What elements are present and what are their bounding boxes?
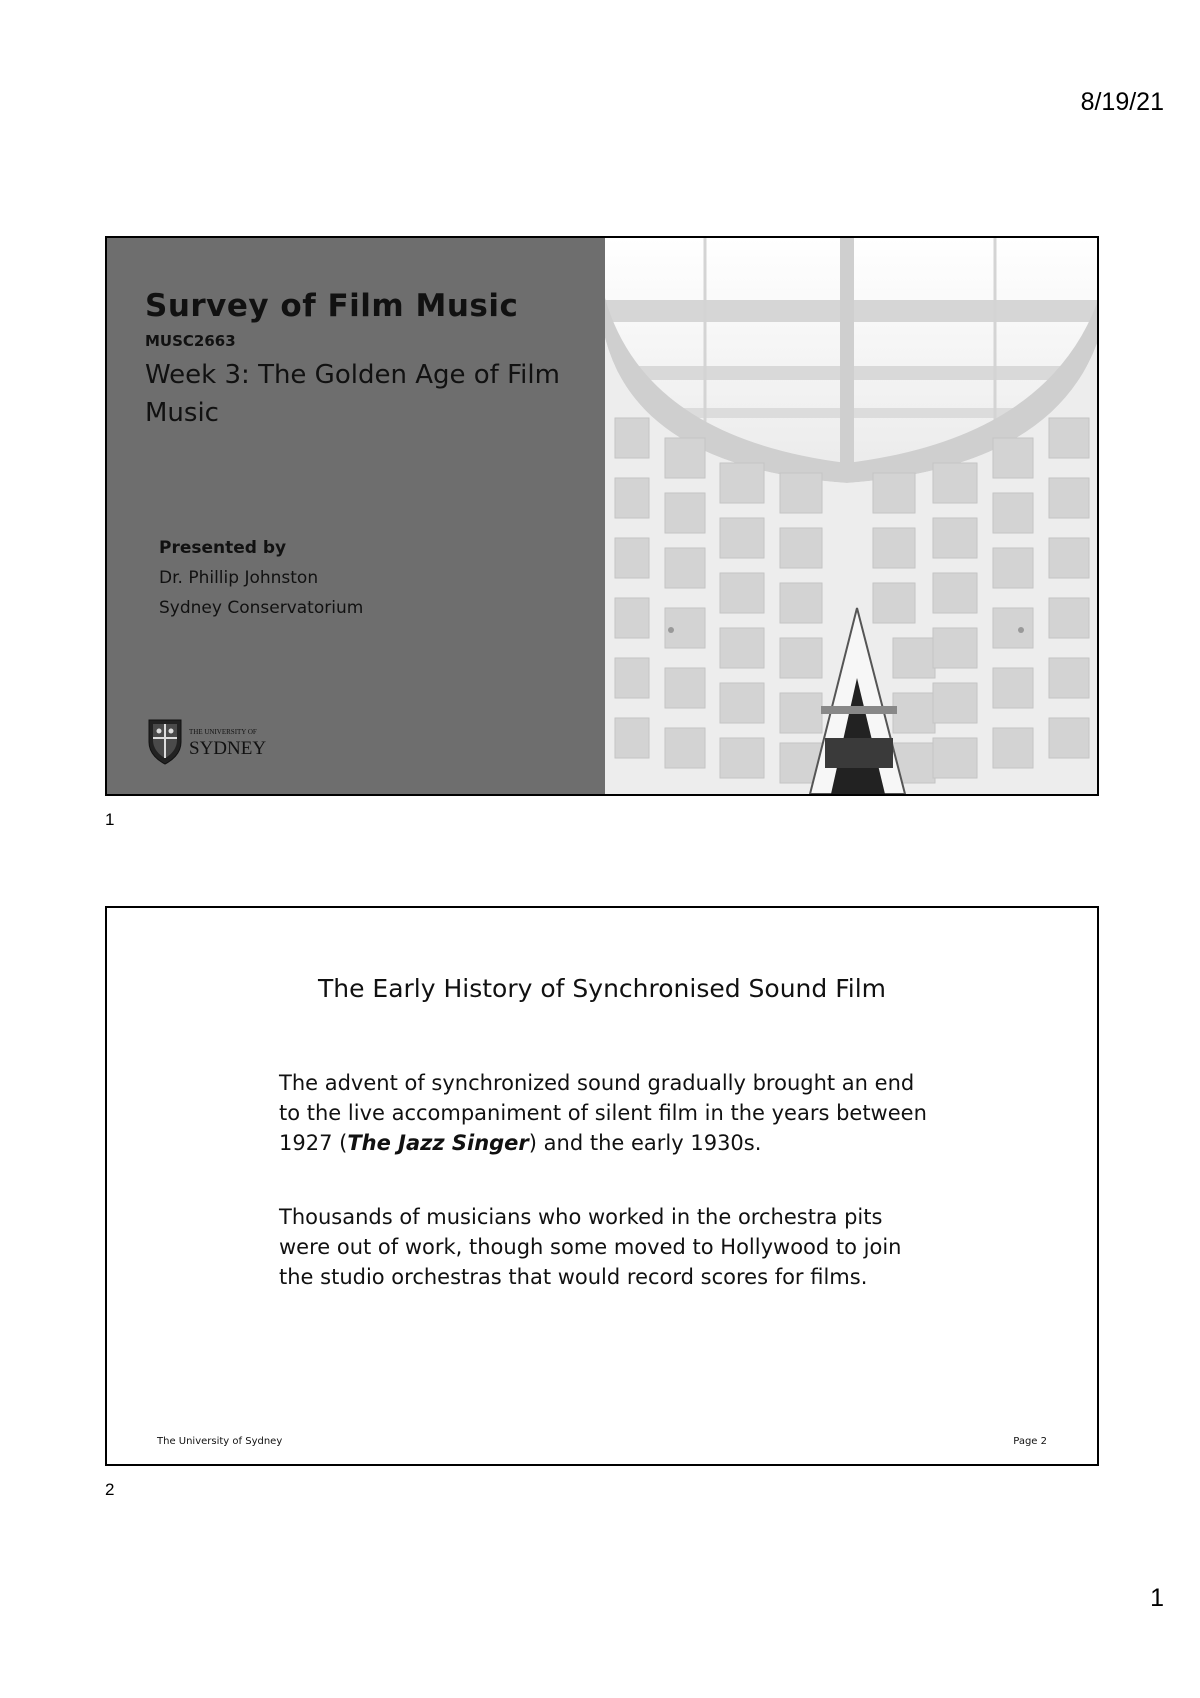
paragraph-1-text-start: The advent of synchronized sound gradually brought an end to the live accompaniment of silent film in the years between 1927 ( <box>279 1071 927 1155</box>
paragraph-2: Thousands of musicians who worked in the orchestra pits were out of work, though some moved to Hollywood to join the studio orchestras that would record scores for films. <box>279 1205 902 1289</box>
slide-1 <box>105 236 1099 796</box>
institution-name: Sydney Conservatorium <box>159 598 364 618</box>
presentation-title: Survey of Film Music <box>145 288 519 324</box>
logo-line-1: THE UNIVERSITY OF <box>189 728 257 736</box>
slide-1-number: 1 <box>105 810 115 829</box>
presenter-name: Dr. Phillip Johnston <box>159 568 319 588</box>
slide-2 <box>105 906 1099 1466</box>
film-title-jazz-singer: The Jazz Singer <box>347 1131 529 1155</box>
slide-2-number: 2 <box>105 1480 115 1499</box>
course-code: MUSC2663 <box>145 332 236 350</box>
slide-footer-page: Page 2 <box>1013 1436 1047 1447</box>
architecture-photo <box>605 238 1099 794</box>
page-number: 1 <box>1150 1584 1164 1612</box>
slide-footer-institution: The University of Sydney <box>157 1436 283 1447</box>
print-date: 8/19/21 <box>1080 88 1164 116</box>
university-logo <box>145 716 285 766</box>
paragraph-1 <box>279 1068 939 1158</box>
week-title: Week 3: The Golden Age of Film Music <box>145 360 560 428</box>
presented-by-label: Presented by <box>159 538 287 558</box>
paragraph-1-text-end: ) and the early 1930s. <box>528 1131 762 1155</box>
slide-2-title: The Early History of Synchronised Sound Film <box>317 974 887 1003</box>
logo-line-2: SYDNEY <box>189 738 267 759</box>
title-panel <box>107 238 605 794</box>
